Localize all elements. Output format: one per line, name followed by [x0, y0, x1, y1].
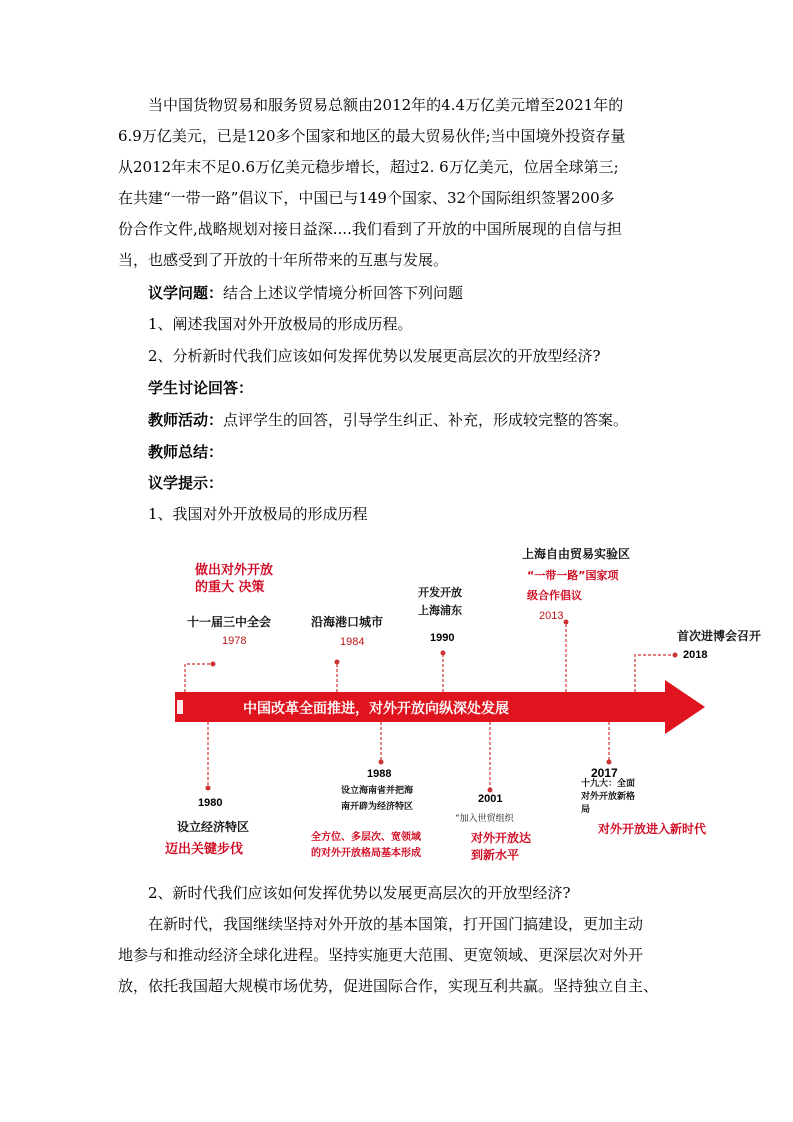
decision-label: 做出对外开放 的重大 决策 [195, 563, 274, 595]
intro-line: 当中国货物贸易和服务贸易总额由2012年的4.4万亿美元增至2021年的 [148, 96, 624, 114]
intro-line: 从2012年末不足0.6万亿美元稳步增长，超过2. 6万亿美元，位居全球第三; [118, 158, 619, 176]
wto-label: “加入世贸组织 [455, 814, 514, 824]
question-label: 议学问题： [148, 284, 224, 302]
opening-up-timeline [165, 540, 785, 870]
belt-road-label: “一带一路”国家项 [527, 569, 619, 582]
intro-line: 6.9万亿美元，已是120多个国家和地区的最大贸易伙伴;当中国境外投资存量 [118, 127, 626, 145]
final-line: 地参与和推动经济全球化进程。坚持实施更大范围、更宽领域、更深层次对外开 [118, 946, 644, 964]
final-line: 在新时代，我国继续坚持对外开放的基本国策，打开国门搞建设，更加主动 [148, 915, 644, 933]
year-2017: 2017 [591, 766, 618, 780]
new-era-label: 对外开放进入新时代 [598, 822, 707, 836]
year-1978: 1978 [222, 635, 247, 647]
key-step-label: 迈出关键步伐 [165, 842, 244, 857]
pudong-label: 开发开放 上海浦东 [418, 586, 462, 617]
teacher-label: 教师活动： [148, 411, 224, 429]
question-2: 2、分析新时代我们应该如何发挥优势以发展更高层次的开放型经济? [148, 347, 601, 365]
year-2013: 2013 [539, 610, 564, 622]
year-1980: 1980 [198, 797, 223, 809]
intro-line: 在共建“一带一路”倡议下，中国已与149个国家、32个国际组织签署200多 [118, 189, 615, 207]
coastal-cities-label: 沿海港口城市 [311, 615, 384, 629]
sez-label: 设立经济特区 [177, 820, 250, 834]
final-line: 放，依托我国超大规模市场优势，促进国际合作，实现互利共赢。坚持独立自主、 [118, 977, 659, 995]
year-1990: 1990 [430, 632, 455, 644]
connector-1978 [185, 664, 213, 692]
year-2018: 2018 [683, 649, 708, 661]
teacher-row [148, 409, 628, 430]
year-1984: 1984 [340, 636, 365, 648]
arrow-label: 中国改革全面推进，对外开放向纵深处发展 [243, 701, 509, 717]
student-label: 学生讨论回答： [148, 379, 254, 397]
hint-1: 1、我国对外开放极局的形成历程 [148, 505, 368, 523]
hainan-label: 设立海南省并把海 南开辟为经济特区 [341, 786, 414, 812]
intro-line: 当，也感受到了开放的十年所带来的互惠与发展。 [118, 251, 449, 269]
pattern-label: 全方位、多层次、宽领域 的对外开放格局基本形成 [311, 832, 421, 859]
intro-line: 份合作文件,战略规划对接日益深....我们看到了开放的中国所展现的自信与担 [118, 220, 622, 238]
hint-label: 议学提示： [148, 474, 224, 492]
congress-label: 十九大：全面 对外开放新格 局 [581, 779, 636, 815]
question-text: 结合上述议学情境分析回答下列问题 [223, 284, 464, 302]
teacher-text: 点评学生的回答，引导学生纠正、补充，形成较完整的答案。 [223, 411, 629, 429]
new-level-label: 对外开放达 到新水平 [471, 831, 532, 862]
question-row [148, 282, 463, 303]
question-1: 1、阐述我国对外开放极局的形成历程。 [148, 315, 413, 333]
question-2-repeat: 2、新时代我们应该如何发挥优势以发展更高层次的开放型经济? [148, 884, 571, 902]
year-2001: 2001 [478, 793, 503, 805]
expo-label: 首次进博会召开 [677, 629, 762, 643]
belt-road-label-2: 级合作倡议 [527, 589, 582, 602]
summary-label: 教师总结： [148, 443, 224, 461]
year-1988: 1988 [367, 768, 392, 780]
ftz-label: 上海自由贸易实验区 [522, 547, 631, 561]
plenum-label: 十一届三中全会 [187, 615, 272, 629]
